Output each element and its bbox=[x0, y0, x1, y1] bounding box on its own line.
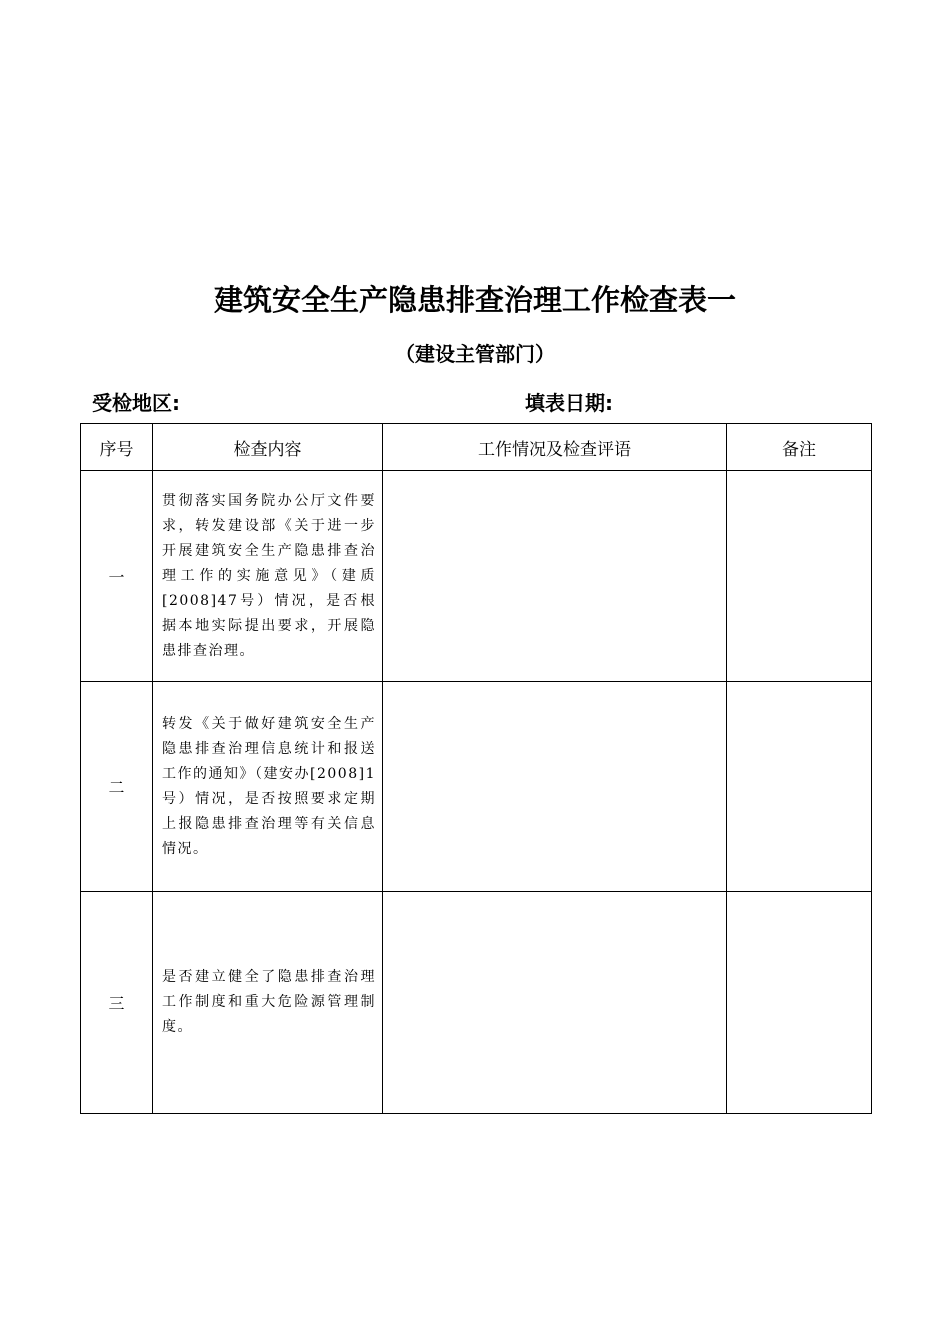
row-content-text: 转发《关于做好建筑安全生产隐患排查治理信息统计和报送工作的通知》（建安办[2008]1号）情况，是否按照要求定期上报隐患排查治理等有关信息情况。 bbox=[162, 715, 376, 857]
header-evaluation: 工作情况及检查评语 bbox=[383, 424, 727, 471]
row-seq: 一 bbox=[81, 471, 153, 682]
header-remarks: 备注 bbox=[727, 424, 872, 471]
table-header-row bbox=[81, 424, 872, 471]
row-evaluation-cell[interactable] bbox=[383, 892, 727, 1114]
document-subtitle: （建设主管部门） bbox=[395, 342, 555, 366]
row-remarks-cell[interactable] bbox=[727, 892, 872, 1114]
table-row bbox=[81, 471, 872, 682]
row-seq: 三 bbox=[81, 892, 153, 1114]
row-remarks-cell[interactable] bbox=[727, 682, 872, 892]
inspection-table bbox=[80, 423, 872, 1114]
row-seq: 二 bbox=[81, 682, 153, 892]
row-content bbox=[153, 471, 383, 682]
inspected-area-label: 受检地区: bbox=[92, 391, 180, 415]
document-title: 建筑安全生产隐患排查治理工作检查表一 bbox=[213, 283, 736, 317]
row-remarks-cell[interactable] bbox=[727, 471, 872, 682]
table-row bbox=[81, 892, 872, 1114]
header-seq: 序号 bbox=[81, 424, 153, 471]
row-content-text: 是否建立健全了隐患排查治理工作制度和重大危险源管理制度。 bbox=[162, 969, 376, 1035]
row-content-text: 贯彻落实国务院办公厅文件要求，转发建设部《关于进一步开展建筑安全生产隐患排查治理工作的实施意见》（建质[2008]47号）情况，是否根据本地实际提出要求，开展隐患排查治理。 bbox=[162, 492, 376, 659]
row-content bbox=[153, 892, 383, 1114]
table-row bbox=[81, 682, 872, 892]
header-content: 检查内容 bbox=[153, 424, 383, 471]
row-evaluation-cell[interactable] bbox=[383, 682, 727, 892]
fill-date-label: 填表日期: bbox=[525, 391, 613, 415]
row-content bbox=[153, 682, 383, 892]
row-evaluation-cell[interactable] bbox=[383, 471, 727, 682]
